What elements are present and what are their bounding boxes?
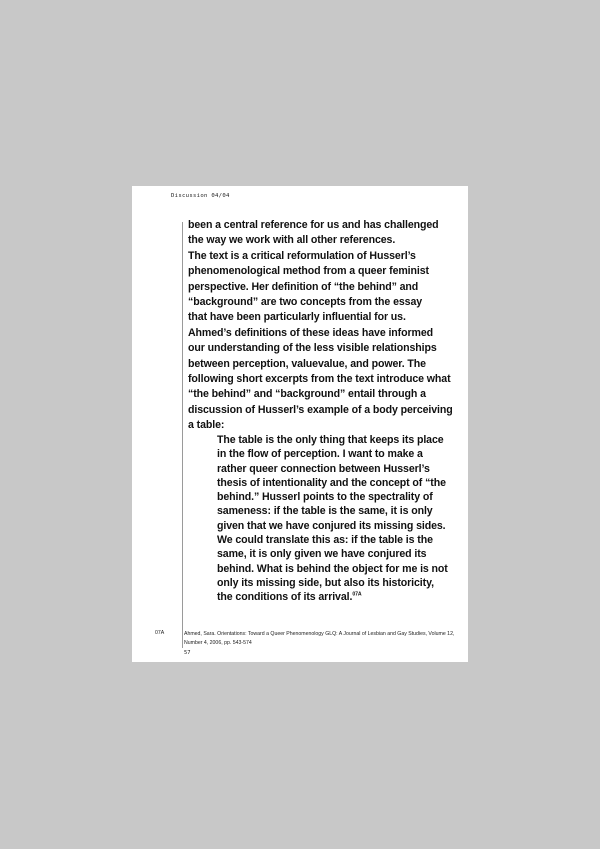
body-line: that have been particularly influential for us. <box>188 311 406 324</box>
footnote-line: Number 4, 2006, pp. 543-574 <box>184 640 252 647</box>
page-number: 57 <box>184 650 191 656</box>
quote-line: behind. What is behind the object for me is not <box>217 562 448 575</box>
body-line: “the behind” and “background” entail through a <box>188 388 426 401</box>
quote-line: rather queer connection between Husserl’s <box>217 462 430 475</box>
quote-line: same, it is only given we have conjured its <box>217 548 427 561</box>
footnote-text <box>184 630 454 648</box>
quote-line: in the flow of perception. I want to make a <box>217 448 423 461</box>
quote-line: behind.” Husserl points to the spectrality of <box>217 491 433 504</box>
body-line: our understanding of the less visible relationships <box>188 342 437 355</box>
body-line: been a central reference for us and has challenged <box>188 219 439 231</box>
quote-line: given that we have conjured its missing sides. <box>217 519 446 532</box>
body-line: discussion of Husserl’s example of a body perceiving <box>188 403 453 416</box>
quote-line: sameness: if the table is the same, it is only <box>217 505 433 518</box>
footnote-marker: 07A <box>155 630 165 636</box>
quote-line: We could translate this as: if the table is the <box>217 534 433 547</box>
quote-line: the conditions of its arrival. <box>217 591 353 604</box>
body-line: The text is a critical reformulation of Husserl’s <box>188 249 416 262</box>
body-line: a table: <box>188 419 225 432</box>
quote-line: The table is the only thing that keeps its place <box>217 434 444 446</box>
quote-line: thesis of intentionality and the concept of “the <box>217 476 446 489</box>
body-paragraph <box>188 218 453 432</box>
margin-rule <box>182 222 183 648</box>
running-header: Discussion 04/04 <box>171 193 230 199</box>
body-line: “background” are two concepts from the essay <box>188 296 423 309</box>
footnote-line: Ahmed, Sara. Orientations: Toward a Queer Phenomenology GLQ: A Journal of Lesbian and Gay Studies, Volume 12, <box>184 631 455 637</box>
body-line: Ahmed’s definitions of these ideas have informed <box>188 326 433 339</box>
body-line: phenomenological method from a queer feminist <box>188 265 429 278</box>
body-line: following short excerpts from the text introduce what <box>188 373 451 386</box>
body-line: between perception, valuevalue, and power. The <box>188 357 426 370</box>
body-line: the way we work with all other references. <box>188 234 396 247</box>
body-line: perspective. Her definition of “the behind” and <box>188 280 419 293</box>
quote-line: only its missing side, but also its historicity, <box>217 576 434 589</box>
block-quote <box>217 433 455 605</box>
footnote-reference[interactable]: 07A <box>352 591 362 598</box>
quote-last-line <box>217 590 455 604</box>
document-page <box>132 186 468 662</box>
